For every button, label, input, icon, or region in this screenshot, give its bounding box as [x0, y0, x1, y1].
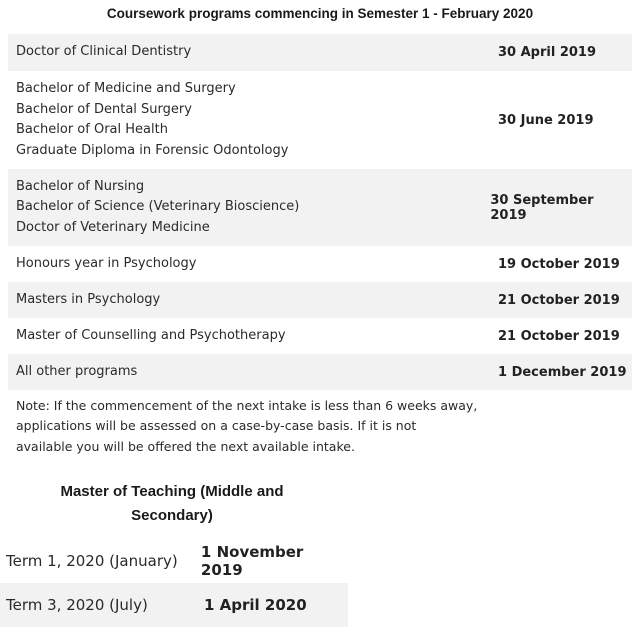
- program-cell: [8, 326, 498, 347]
- program-name: All other programs: [16, 363, 138, 379]
- program-name: Bachelor of Dental Surgery: [16, 101, 192, 117]
- section-title-master-of-teaching: [22, 480, 322, 528]
- program-name: Honours year in Psychology: [16, 255, 197, 271]
- term-cell: Term 1, 2020 (January): [6, 552, 178, 570]
- title-line: Master of Teaching (Middle and: [60, 483, 284, 500]
- note-row: [8, 390, 632, 463]
- program-cell: [8, 362, 498, 383]
- deadline-date: 30 September 2019: [490, 192, 594, 223]
- table-row: [8, 34, 632, 71]
- table-row: [8, 318, 632, 354]
- deadline-date: 21 October 2019: [498, 292, 620, 308]
- table-row: [8, 354, 632, 390]
- program-name: Bachelor of Medicine and Surgery: [16, 81, 236, 96]
- note-line: available you will be offered the next available intake.: [16, 438, 355, 454]
- teaching-deadlines-table: [0, 539, 348, 627]
- note-line: applications will be assessed on a case-by-case basis. If it is not: [16, 418, 417, 434]
- deadline-date: 19 October 2019: [498, 256, 620, 272]
- program-cell: [8, 177, 490, 239]
- table-row: [8, 282, 632, 318]
- program-cell: [8, 290, 498, 311]
- program-cell: [8, 79, 498, 161]
- deadline-date: 21 October 2019: [498, 328, 620, 344]
- deadline-date: 1 December 2019: [498, 364, 627, 380]
- title-line: Secondary): [131, 507, 213, 524]
- program-cell: [8, 42, 498, 63]
- program-name: Master of Counselling and Psychotherapy: [16, 327, 286, 343]
- semester1-deadlines-table: [8, 34, 632, 463]
- table-row: [0, 583, 348, 627]
- program-name: Doctor of Clinical Dentistry: [16, 44, 192, 60]
- deadline-date: 30 April 2019: [498, 45, 597, 60]
- program-name: Bachelor of Oral Health: [16, 122, 168, 137]
- program-name: Masters in Psychology: [16, 291, 161, 307]
- section-title-semester1: Coursework programs commencing in Semester 1 - February 2020: [106, 6, 534, 21]
- intake-note: [8, 396, 488, 458]
- program-cell: [8, 254, 498, 275]
- table-row: [0, 539, 348, 583]
- note-line: Note: If the commencement of the next intake is less than 6 weeks away,: [16, 397, 478, 413]
- program-name: Graduate Diploma in Forensic Odontology: [16, 142, 289, 158]
- program-name: Bachelor of Science (Veterinary Bioscience): [16, 199, 300, 215]
- program-name: Doctor of Veterinary Medicine: [16, 219, 210, 235]
- table-row: [8, 246, 632, 282]
- program-name: Bachelor of Nursing: [16, 178, 145, 194]
- deadline-date: 1 April 2020: [204, 596, 307, 614]
- deadline-date: 30 June 2019: [498, 112, 594, 128]
- term-cell: Term 3, 2020 (July): [6, 596, 148, 614]
- deadline-date: 1 November 2019: [200, 543, 304, 579]
- table-row: [8, 71, 632, 169]
- table-row: [8, 169, 632, 246]
